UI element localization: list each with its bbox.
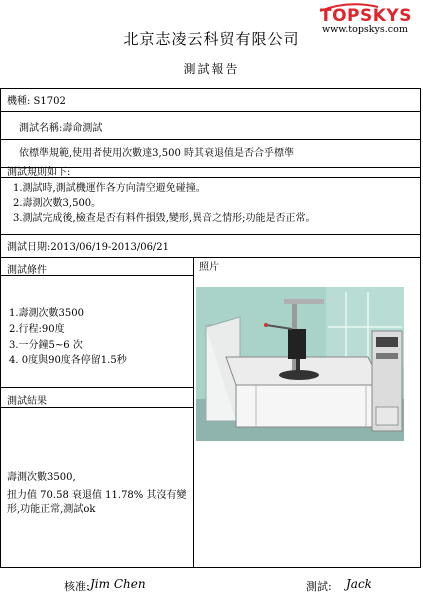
rule-item: 2.壽測次數3,500。 bbox=[13, 198, 102, 209]
result-line: 扭力值 70.58 衰退值 11.78% 其沒有變 bbox=[7, 490, 187, 501]
report-title: 測試報告 bbox=[183, 62, 240, 76]
website-url: www.topskys.com bbox=[322, 24, 408, 35]
logo-text: TOPSKYS bbox=[320, 6, 412, 24]
results-title: 測試結果 bbox=[7, 396, 47, 407]
condition-item: 4. 0度與90度各停留1.5秒 bbox=[9, 355, 127, 366]
test-rig-photo bbox=[196, 287, 404, 441]
condition-item: 2.行程:90度 bbox=[9, 324, 65, 335]
conditions-title: 測試條件 bbox=[7, 265, 47, 276]
row-divider bbox=[1, 111, 420, 112]
company-name: 北京志凌云科贸有限公司 bbox=[123, 30, 300, 48]
condition-item: 1.壽測次數3500 bbox=[9, 308, 84, 319]
row-divider bbox=[1, 139, 420, 140]
test-standard: 依標準規範,使用者使用次數達3,500 時其衰退值是否合乎標準 bbox=[19, 148, 294, 159]
reviewer-label: 核准: bbox=[64, 580, 90, 593]
rule-item: 3.測試完成後,檢查是否有料件損毀,變形,異音之情形;功能是否正常。 bbox=[13, 213, 316, 224]
row-divider bbox=[1, 387, 194, 388]
model-field: 機種: S1702 bbox=[7, 96, 66, 107]
result-line: 形,功能正常,測試ok bbox=[7, 504, 96, 515]
photo-title: 照片 bbox=[199, 262, 219, 273]
row-divider bbox=[1, 234, 420, 235]
tester-label: 測試: bbox=[306, 580, 332, 593]
column-divider bbox=[193, 257, 194, 568]
rules-title: 測試規則如下: bbox=[7, 167, 71, 178]
tester-signature: Jack bbox=[346, 577, 372, 591]
result-line: 壽測次數3500, bbox=[7, 472, 76, 483]
condition-item: 3.一分鐘5~6 次 bbox=[9, 340, 83, 351]
test-date: 測試日期:2013/06/19-2013/06/21 bbox=[7, 242, 170, 253]
row-divider bbox=[1, 257, 420, 258]
test-name-field: 測試名稱:壽命測試 bbox=[19, 123, 103, 134]
reviewer-signature: Jim Chen bbox=[90, 577, 146, 591]
rule-item: 1.測試時,測試機運作各方向清空避免碰撞。 bbox=[13, 183, 206, 194]
topskys-logo bbox=[318, 2, 422, 24]
